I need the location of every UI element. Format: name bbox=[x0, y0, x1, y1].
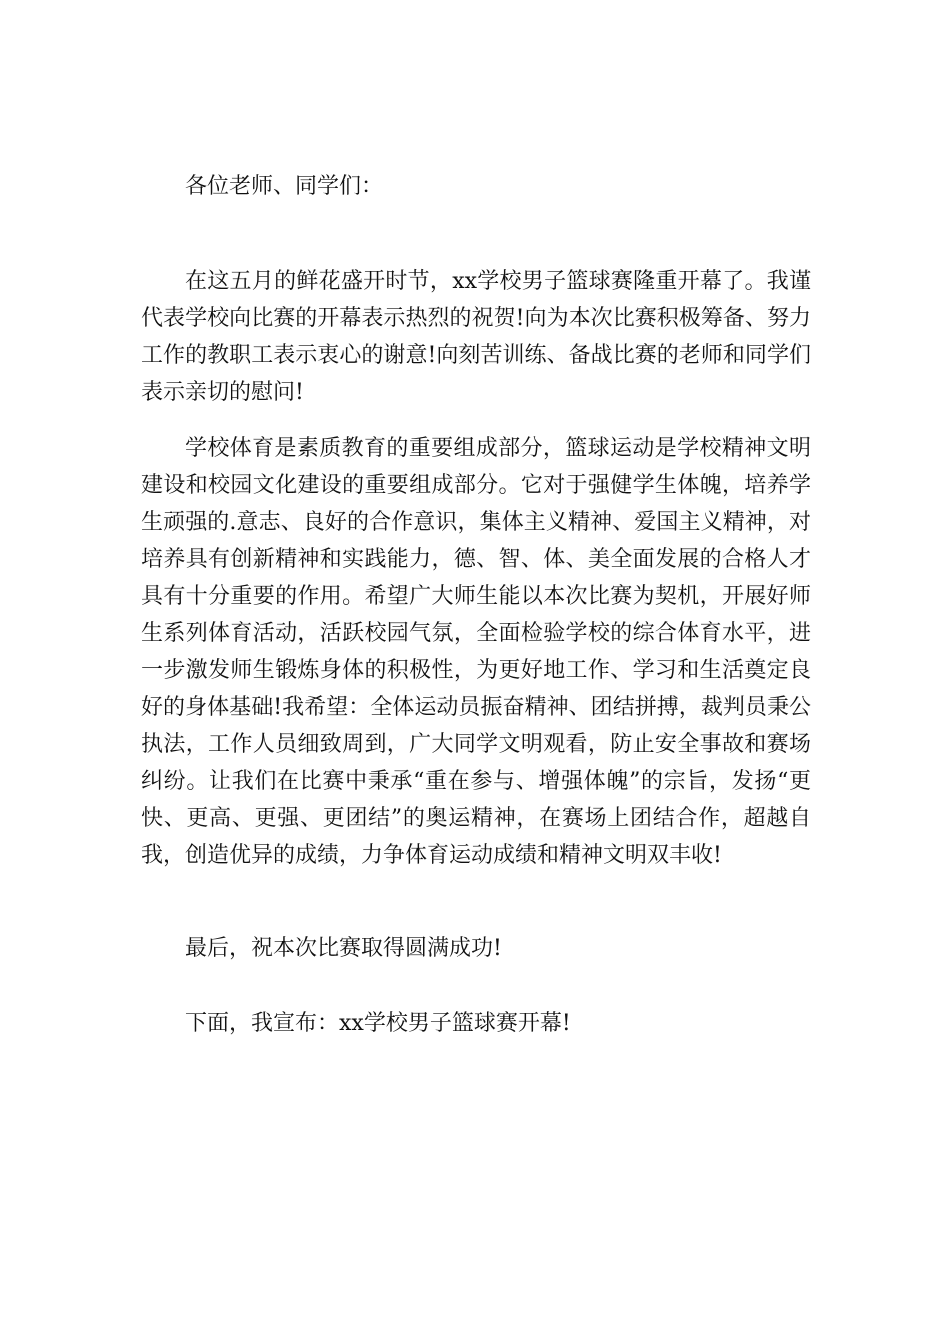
greeting-line: 各位老师、同学们： bbox=[185, 174, 384, 199]
paragraph-announcement: 下面，我宣布：xx学校男子篮球赛开幕! bbox=[185, 1011, 571, 1036]
paragraph-sports-importance: 学校体育是素质教育的重要组成部分，篮球运动是学校精神文明建设和校园文化建设的重要组成部分。它对于强健学生体魄，培养学生顽强的.意志、良好的合作意识，集体主义精神、爱国主义精神，对培养具有创新精神和实践能力，德、智、体、美全面发展的合格人才具有十分重要的作用。希望广大师生能以本次比赛为契机，开展好师生系列体育活动，活跃校园气氛，全面检验学校的综合体育水平，进一步激发师生锻炼身体的积极性，为更好地工作、学习和生活奠定良好的身体基础!我希望：全体运动员振奋精神、团结拼搏，裁判员秉公执法，工作人员细致周到，广大同学文明观看，防止安全事故和赛场纠纷。让我们在比赛中秉承“重在参与、增强体魄”的宗旨，发扬“更快、更高、更强、更团结”的奥运精神，在赛场上团结合作，超越自我，创造优异的成绩，力争体育运动成绩和精神文明双丰收! bbox=[141, 436, 811, 868]
paragraph-congratulations: 在这五月的鲜花盛开时节，xx学校男子篮球赛隆重开幕了。我谨代表学校向比赛的开幕表示热烈的祝贺!向为本次比赛积极筹备、努力工作的教职工表示衷心的谢意!向刻苦训练、备战比赛的老师和同学们表示亲切的慰问! bbox=[141, 269, 811, 405]
paragraph-wishes: 最后，祝本次比赛取得圆满成功! bbox=[185, 936, 502, 961]
